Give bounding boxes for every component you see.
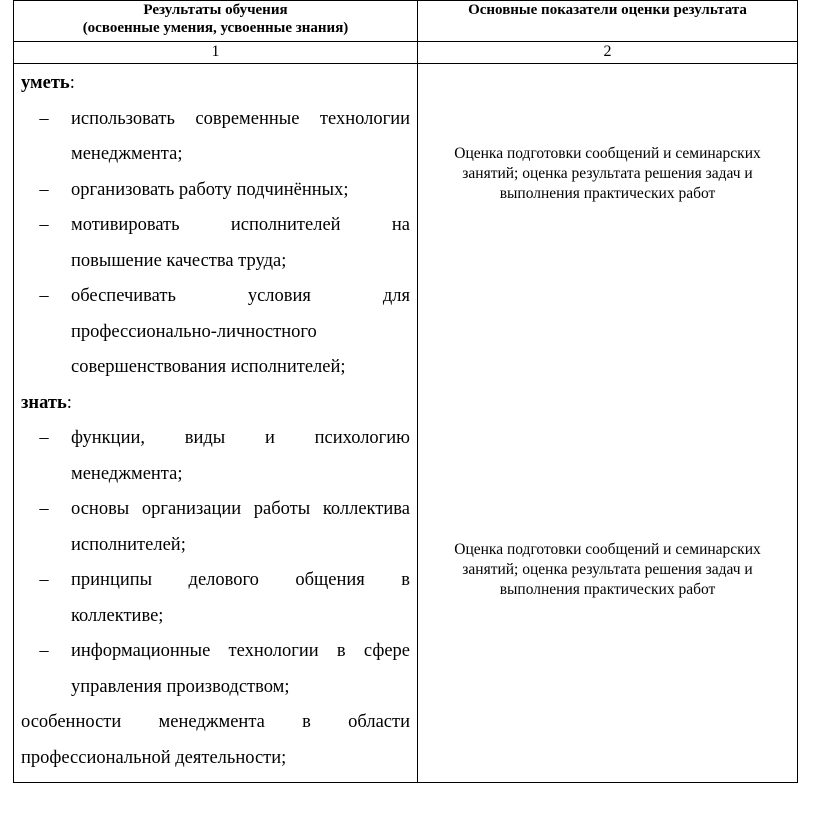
results-cell [14, 64, 418, 783]
dash-bullet: – [39, 215, 49, 235]
header-row [14, 1, 798, 42]
dash-bullet: – [39, 179, 49, 200]
list-item [21, 173, 410, 209]
assessment-line: занятий; оценка результата решения задач и [462, 561, 753, 578]
list-item-text: обеспечивать условия для профессионально-личностного совершенствования исполнителей; [71, 286, 410, 377]
dash-bullet: – [39, 641, 49, 661]
list-item-text: использовать современные технологии менеджмента; [71, 108, 410, 164]
dash-bullet: – [39, 286, 49, 306]
section-ument [21, 66, 410, 102]
list-item [21, 208, 410, 279]
header-indicators-title: Основные показатели оценки результата [468, 2, 747, 18]
indicators-cell [418, 64, 798, 783]
list-item-text: принципы делового общения в коллективе; [71, 570, 410, 626]
list-item [21, 634, 410, 705]
assessment-line: Оценка подготовки сообщений и семинарских [454, 145, 761, 162]
dash-bullet: – [39, 428, 49, 448]
column-number-row [14, 42, 798, 64]
results-table [13, 0, 798, 783]
list-item [21, 492, 410, 563]
content-row [14, 64, 798, 783]
assessment-line: Оценка подготовки сообщений и семинарских [454, 541, 761, 558]
section-colon: : [69, 73, 75, 93]
list-item-text: основы организации работы коллектива исполнителей; [71, 499, 410, 555]
list-item-text: организовать работу подчинённых; [71, 179, 349, 200]
list-item [21, 421, 410, 492]
list-item [21, 102, 410, 173]
section-colon: : [66, 392, 72, 413]
section-title-znat: знать [21, 392, 67, 413]
assessment-line: выполнения практических работ [499, 581, 716, 598]
assessment-text-knowledge [418, 540, 797, 600]
list-item-text: мотивировать исполнителей на повышение качества труда; [71, 215, 410, 271]
assessment-text-skills [418, 144, 797, 204]
list-item-text: информационные технологии в сфере управления производством; [71, 641, 410, 697]
list-item [21, 563, 410, 634]
column-number-2: 2 [418, 42, 798, 64]
section-znat [21, 386, 410, 422]
section-title-ument: уметь [21, 73, 70, 93]
header-cell-results [14, 1, 418, 42]
dash-bullet: – [39, 108, 49, 129]
assessment-line: выполнения практических работ [499, 185, 716, 202]
dash-bullet: – [39, 499, 49, 519]
header-results-subtitle: (освоенные умения, усвоенные знания) [82, 20, 349, 36]
dash-bullet: – [39, 570, 49, 590]
assessment-line: занятий; оценка результата решения задач и [462, 165, 753, 182]
column-number-1: 1 [14, 42, 418, 64]
list-item-text: функции, виды и психологию менеджмента; [71, 428, 410, 484]
header-cell-indicators [418, 1, 798, 42]
list-item [21, 279, 410, 386]
header-results-title: Результаты обучения [143, 2, 288, 18]
tail-paragraph: особенности менеджмента в области профессиональной деятельности; [21, 712, 410, 768]
